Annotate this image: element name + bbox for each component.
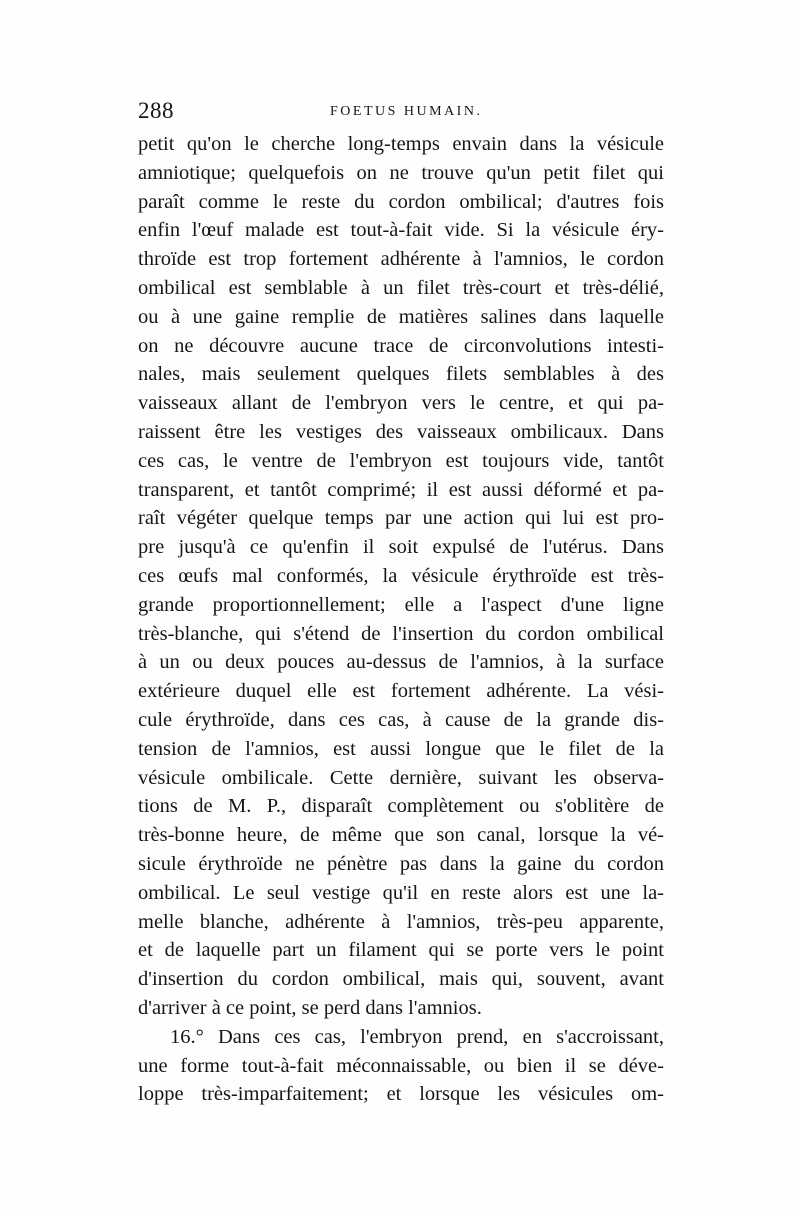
text-line: et de laquelle part un filament qui se porte vers le point bbox=[138, 939, 664, 962]
text-line: nales, mais seulement quelques filets semblables à des bbox=[138, 363, 664, 386]
text-line: on ne découvre aucune trace de circonvolutions intesti- bbox=[138, 334, 664, 357]
text-line: tions de M. P., disparaît complètement ou s'oblitère de bbox=[138, 795, 664, 818]
text-line: ombilical. Le seul vestige qu'il en reste alors est une la- bbox=[138, 881, 664, 904]
text-line: enfin l'œuf malade est tout-à-fait vide. Si la vésicule éry- bbox=[138, 219, 664, 242]
text-line: transparent, et tantôt comprimé; il est aussi déformé et pa- bbox=[138, 478, 664, 501]
text-line: throïde est trop fortement adhérente à l'amnios, le cordon bbox=[138, 248, 664, 271]
text-line: amniotique; quelquefois on ne trouve qu'un petit filet qui bbox=[138, 161, 664, 184]
text-line: tension de l'amnios, est aussi longue que le filet de la bbox=[138, 737, 664, 760]
text-line: vaisseaux allant de l'embryon vers le centre, et qui pa- bbox=[138, 392, 664, 415]
text-line: très-blanche, qui s'étend de l'insertion du cordon ombilical bbox=[138, 622, 664, 645]
text-line: melle blanche, adhérente à l'amnios, très-peu apparente, bbox=[138, 910, 664, 933]
text-line: petit qu'on le cherche long-temps envain dans la vésicule bbox=[138, 133, 664, 155]
text-line: pre jusqu'à ce qu'enfin il soit expulsé de l'utérus. Dans bbox=[138, 536, 664, 559]
text-line: ces œufs mal conformés, la vésicule érythroïde est très- bbox=[138, 564, 664, 587]
text-line: paraît comme le reste du cordon ombilical; d'autres fois bbox=[138, 190, 664, 213]
page-header bbox=[138, 98, 664, 128]
text-line: raissent être les vestiges des vaisseaux ombilicaux. Dans bbox=[138, 420, 664, 443]
text-line: cule érythroïde, dans ces cas, à cause de la grande dis- bbox=[138, 708, 664, 731]
text-line: grande proportionnellement; elle a l'aspect d'une ligne bbox=[138, 593, 664, 616]
text-line: ou à une gaine remplie de matières salines dans laquelle bbox=[138, 305, 664, 328]
text-line: une forme tout-à-fait méconnaissable, ou bien il se déve- bbox=[138, 1054, 664, 1077]
page-number: 288 bbox=[138, 98, 174, 123]
text-line: d'arriver à ce point, se perd dans l'amnios. bbox=[138, 996, 482, 1019]
text-line: ces cas, le ventre de l'embryon est toujours vide, tantôt bbox=[138, 449, 664, 472]
body-text bbox=[138, 130, 664, 1109]
text-line: extérieure duquel elle est fortement adhérente. La vési- bbox=[138, 680, 664, 703]
text-line: raît végéter quelque temps par une action qui lui est pro- bbox=[138, 507, 664, 530]
text-line: ombilical est semblable à un filet très-court et très-délié, bbox=[138, 276, 664, 299]
text-line: d'insertion du cordon ombilical, mais qui, souvent, avant bbox=[138, 968, 664, 991]
text-line: très-bonne heure, de même que son canal, lorsque la vé- bbox=[138, 824, 664, 847]
text-line: vésicule ombilicale. Cette dernière, suivant les observa- bbox=[138, 766, 664, 789]
text-line: sicule érythroïde ne pénètre pas dans la gaine du cordon bbox=[138, 852, 664, 875]
running-head: FOETUS HUMAIN. bbox=[330, 104, 483, 119]
text-line: 16.° Dans ces cas, l'embryon prend, en s'accroissant, bbox=[170, 1025, 664, 1048]
text-line: loppe très-imparfaitement; et lorsque les vésicules om- bbox=[138, 1083, 664, 1106]
text-line: à un ou deux pouces au-dessus de l'amnios, à la surface bbox=[138, 651, 664, 674]
